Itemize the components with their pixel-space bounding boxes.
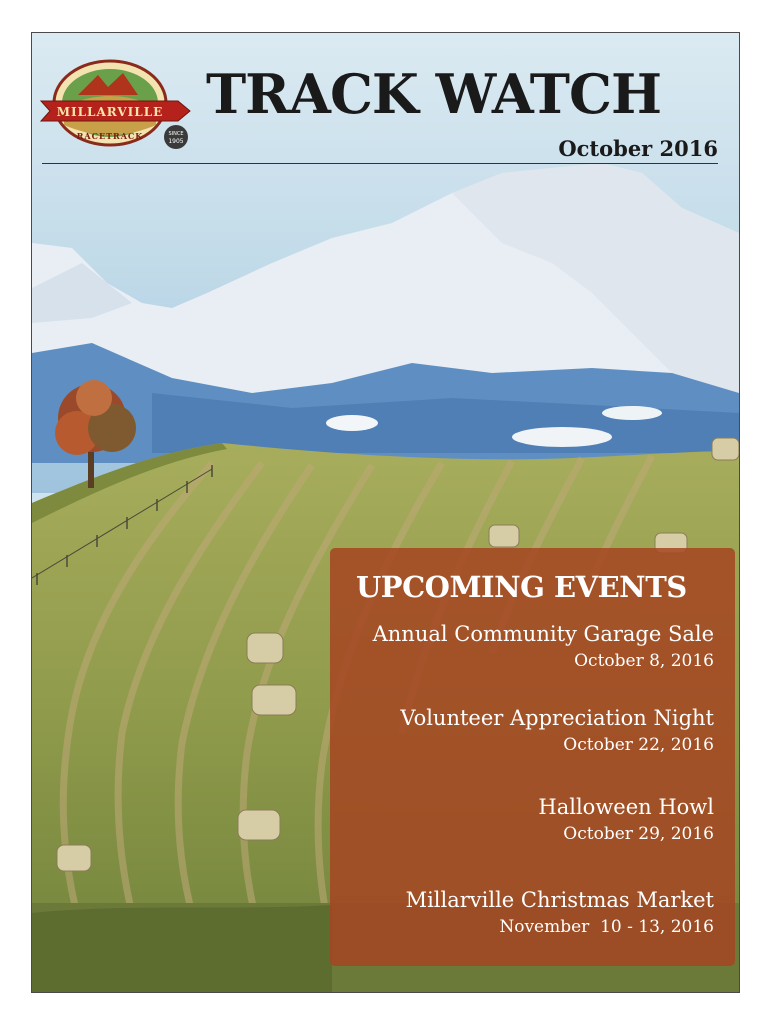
- events-heading: UPCOMING EVENTS: [356, 570, 687, 604]
- cover-page: [31, 32, 740, 993]
- upcoming-events-panel: [330, 548, 735, 966]
- event-item: [538, 793, 714, 847]
- logo-since-label: SINCE: [168, 131, 184, 137]
- event-date: October 8, 2016: [574, 651, 714, 671]
- logo-since-year: 1905: [168, 138, 184, 145]
- event-name: Annual Community Garage Sale: [372, 622, 714, 646]
- event-name: Millarville Christmas Market: [405, 888, 714, 912]
- header-divider: [42, 163, 718, 164]
- event-date: October 29, 2016: [563, 824, 714, 844]
- event-date: October 22, 2016: [563, 735, 714, 755]
- logo-name-text: MILLARVILLE: [56, 105, 164, 119]
- logo-sub-text: RACETRACK: [76, 131, 144, 141]
- event-name: Volunteer Appreciation Night: [400, 706, 714, 730]
- event-item: [373, 620, 714, 674]
- event-date: November 10 - 13, 2016: [499, 917, 714, 937]
- event-item: [406, 886, 714, 940]
- event-item: [400, 704, 714, 758]
- issue-date: October 2016: [558, 136, 718, 161]
- millarville-racetrack-logo: [38, 55, 193, 155]
- event-name: Halloween Howl: [538, 795, 714, 819]
- publication-title: TRACK WATCH: [206, 62, 661, 126]
